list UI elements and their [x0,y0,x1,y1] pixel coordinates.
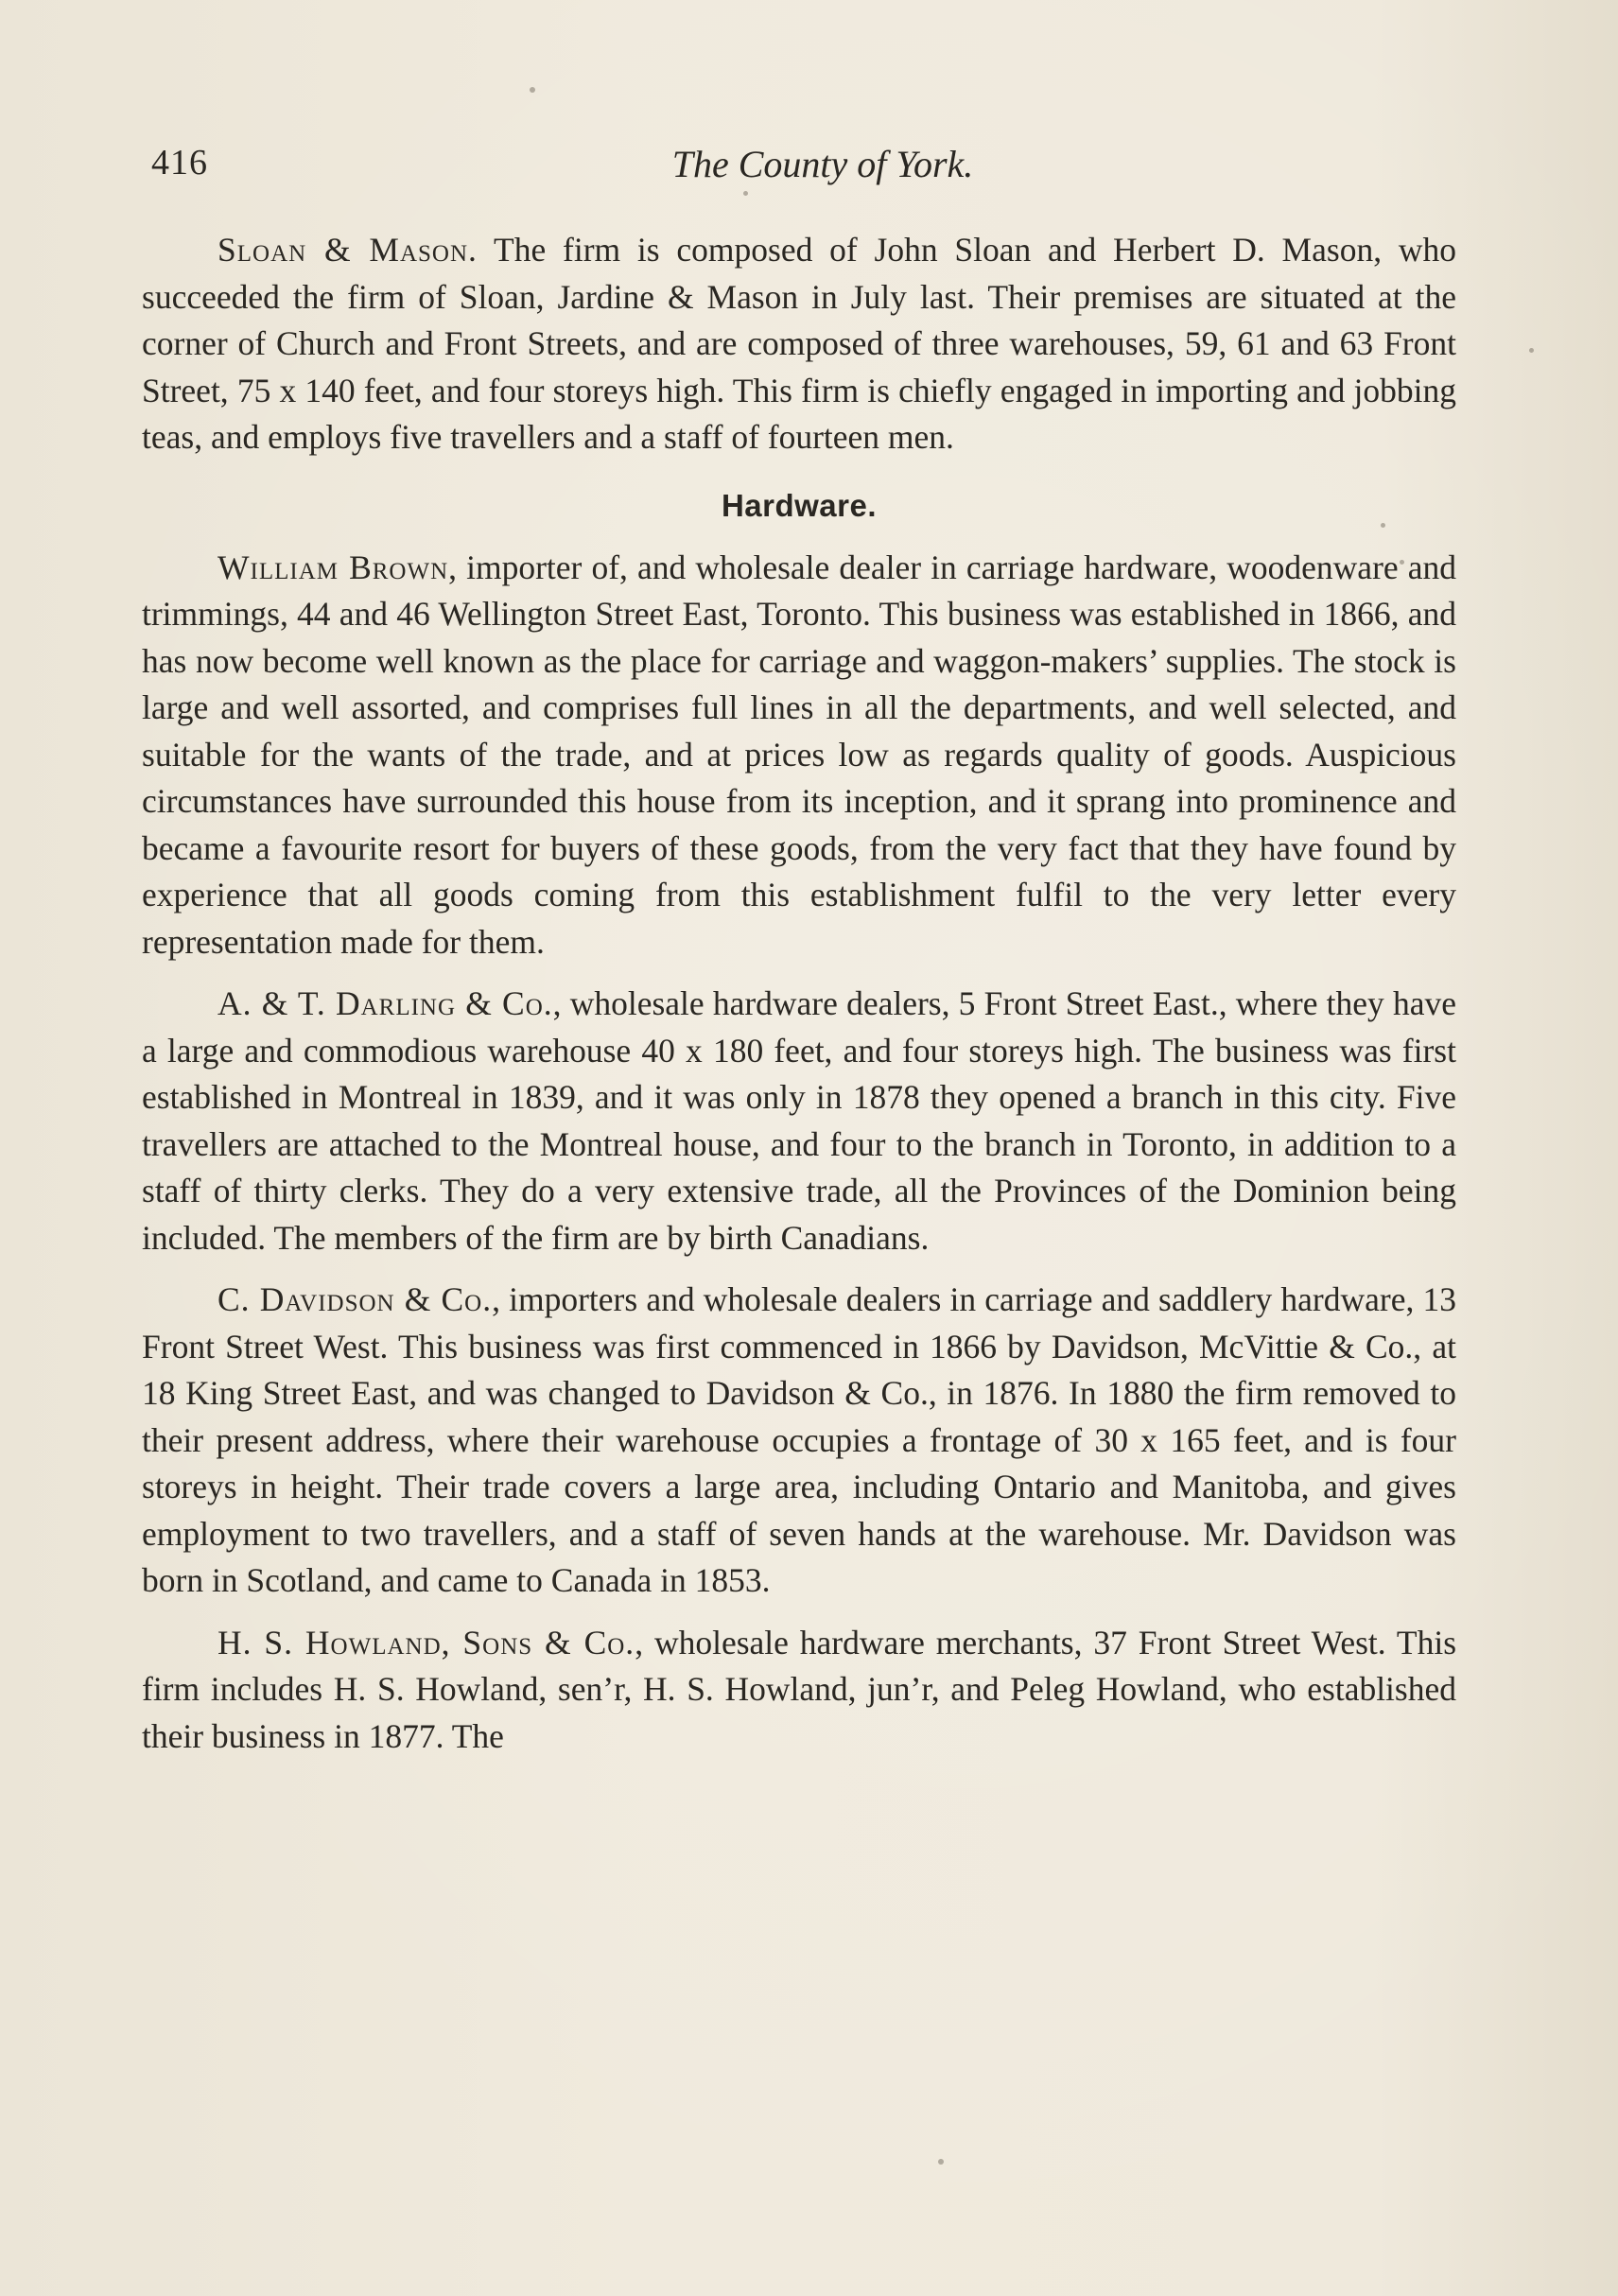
entry-text: , importer of, and wholesale dealer in carriage hardware, woodenware and trimmings, 44 and 46 Wellington Street East, Toronto. This business was established in 1866, and has now become well known as the place for carriage and waggon-makers’ supplies. The stock is large and well assorted, and comprises full lines in all the departments, and well selected, and suitable for the wants of the trade, and at prices low as regards quality of goods. Auspicious circumstances have surrounded this house from its inception, and it sprang into prominence and became a favourite resort for buyers of these goods, from the very fact that they have found by experience that all goods coming from this establishment fulfil to the very letter every representation made for them. [142,548,1456,961]
page-body [142,227,1456,1760]
entry-sloan-mason [142,227,1456,461]
entry-davidson [142,1277,1456,1605]
running-header [151,142,1456,199]
firm-name: C. Davidson & Co. [217,1280,493,1318]
firm-name: Sloan & Mason. [217,231,478,269]
entry-howland [142,1620,1456,1761]
entry-darling [142,981,1456,1261]
entry-text: , wholesale hardware merchants, 37 Front Street West. This firm includes H. S. Howland, sen’r, H. S. Howland, jun’r, and Peleg Howland, who established their business in 1877. The [142,1623,1457,1755]
page-number: 416 [151,143,208,183]
firm-name: H. S. Howland, Sons & Co. [217,1623,635,1661]
section-heading-hardware: Hardware. [721,487,878,523]
entry-text: , wholesale hardware dealers, 5 Front Street East., where they have a large and commodious warehouse 40 x 180 feet, and four storeys high. The business was first established in Montreal in 1839, and it was only in 1878 they opened a branch in this city. Five travellers are attached to the Montreal house, and four to the branch in Toronto, in addition to a staff of thirty clerks. They do a very extensive trade, all the Provinces of the Dominion being included. The members of the firm are by birth Canadians. [142,984,1456,1257]
running-title: The County of York. [671,143,974,185]
entry-text: The firm is composed of John Sloan and Herbert D. Mason, who succeeded the firm of Sloan, Jardine & Mason in July last. Their premises are situated at the corner of Church and Front Streets, and are composed of three warehouses, 59, 61 and 63 Front Street, 75 x 140 feet, and four storeys high. This firm is chiefly engaged in importing and jobbing teas, and employs five travellers and a staff of fourteen men. [142,231,1456,456]
paper-speck [530,87,535,93]
paper-speck [938,2159,944,2165]
entry-william-brown [142,545,1456,966]
entry-text: , importers and wholesale dealers in carriage and saddlery hardware, 13 Front Street West. This business was first commenced in 1866 by Davidson, McVittie & Co., at 18 King Street East, and was changed to Davidson & Co., in 1876. In 1880 the firm removed to their present address, where their warehouse occupies a frontage of 30 x 165 feet, and is four storeys in height. Their trade covers a large area, including Ontario and Manitoba, and gives employment to two travellers, and a staff of seven hands at the warehouse. Mr. Davidson was born in Scotland, and came to Canada in 1853. [142,1280,1456,1599]
firm-name: A. & T. Darling & Co. [217,984,553,1022]
paper-speck [1529,348,1534,353]
firm-name: William Brown [217,548,449,586]
